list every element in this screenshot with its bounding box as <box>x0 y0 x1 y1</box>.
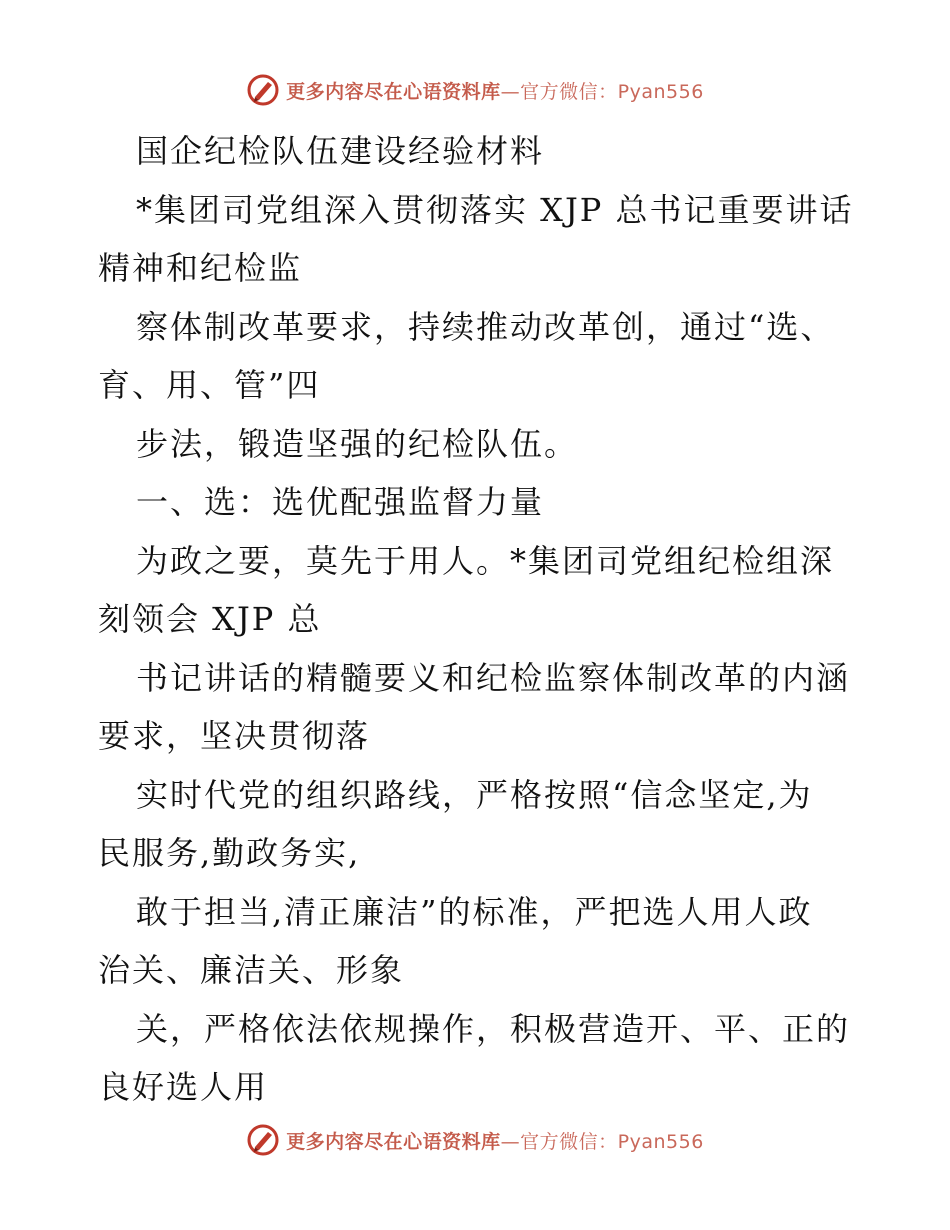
text-line: 民服务,勤政务实, <box>98 834 361 872</box>
watermark-text <box>286 77 704 104</box>
text-line: 步法，锻造坚强的纪检队伍。 <box>136 424 579 463</box>
header-watermark <box>0 70 950 110</box>
document-body <box>98 122 868 1117</box>
text-line: 关，严格依法依规操作，积极营造开、平、正的 <box>136 1009 851 1048</box>
watermark-contact: 官方微信：Pyan556 <box>520 1130 704 1153</box>
text-line: 一、选：选优配强监督力量 <box>136 483 545 521</box>
text-line: 为政之要，莫先于用人。*集团司党组纪检组深 <box>136 541 835 580</box>
text-line: 敢于担当,清正廉洁”的标准，严把选人用人政 <box>136 892 813 931</box>
watermark-main: 更多内容尽在心语资料库 <box>286 1130 501 1153</box>
watermark-contact: 官方微信：Pyan556 <box>520 80 704 103</box>
text-line: 察体制改革要求，持续推动改革创，通过“选、 <box>136 307 835 346</box>
footer-watermark <box>0 1120 950 1160</box>
watermark-main: 更多内容尽在心语资料库 <box>286 80 501 103</box>
pen-logo-icon <box>246 73 280 107</box>
text-line: 精神和纪检监 <box>98 249 303 287</box>
text-line: 刻领会 XJP 总 <box>98 600 322 638</box>
text-line: 实时代党的组织路线，严格按照“信念坚定,为 <box>136 775 813 814</box>
text-line: 书记讲话的精髓要义和纪检监察体制改革的内涵 <box>136 658 851 697</box>
text-line: 要求，坚决贯彻落 <box>98 717 371 755</box>
pen-logo-icon <box>246 1123 280 1157</box>
text-line: 国企纪检队伍建设经验材料 <box>136 132 545 170</box>
text-line: 良好选人用 <box>98 1068 269 1106</box>
text-line: *集团司党组深入贯彻落实 XJP 总书记重要讲话 <box>136 190 854 229</box>
text-line: 育、用、管”四 <box>98 366 321 404</box>
watermark-separator: — <box>500 80 521 103</box>
watermark-text <box>286 1127 704 1154</box>
text-line: 治关、廉洁关、形象 <box>98 951 405 989</box>
watermark-separator: — <box>500 1130 521 1153</box>
